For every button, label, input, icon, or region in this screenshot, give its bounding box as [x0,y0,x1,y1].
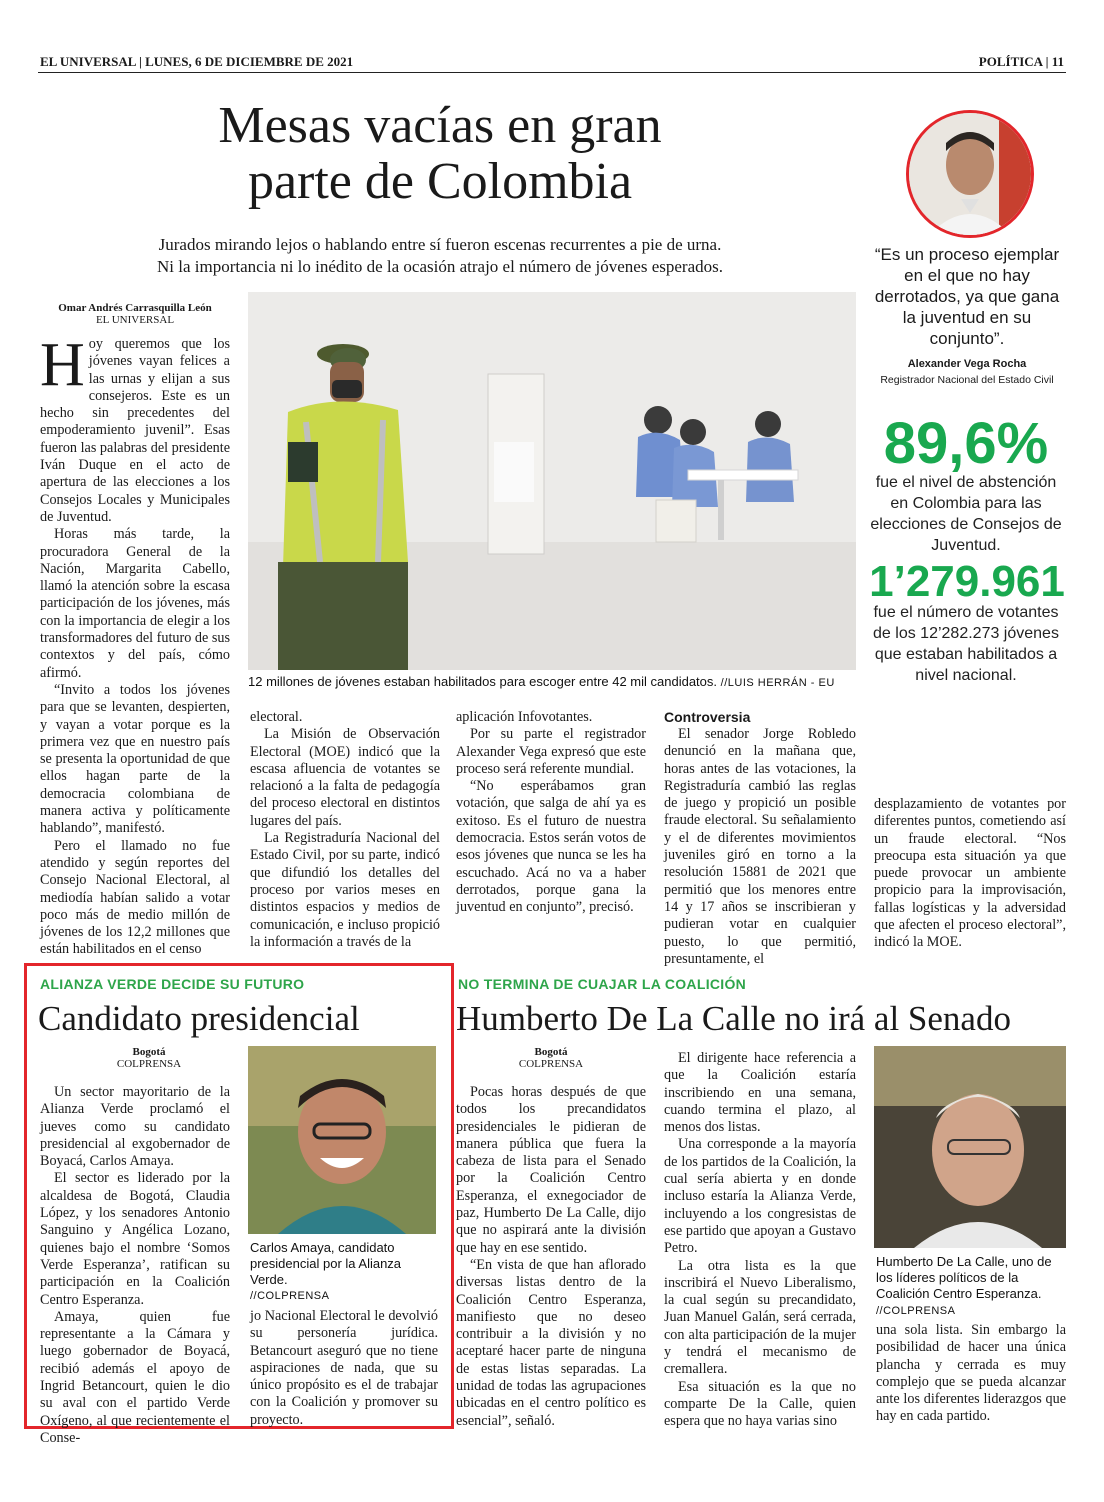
lead-col3-paragraph: aplicación Infovotantes. [456,709,593,725]
registrar-photo [909,113,1031,235]
story3-col2-paragraph: El dirigente hace referencia a que la Coalición estaría inscribiendo en una semana, cuando termina el plazo, al menos dos listas. [664,1050,856,1136]
sidebar-quote-role: Registrador Nacional del Estado Civil [880,374,1054,386]
story3-col1-paragraph: Pocas horas después de que todos los precandidatos presidenciales le pidieran de manera pública que fuera la cabeza de lista para el Senado por la Coalición Centro Esperanza, el exnegociador de paz, Humberto De La Calle, dijo que no aspirará ante la división que hay en ese sentido. [456,1084,646,1256]
story2-col1-paragraph: Amaya, quien fue representante a la Cámara y luego gobernador de Boyacá, recibió además el apoyo de Ingrid Betancourt, quien le dio su aval con el partido Verde Oxígeno, al que recientemente el Conse- [40,1308,230,1446]
lead-col2-paragraph: La Registraduría Nacional del Estado Civil, por su parte, indicó que difundió los detalles del proceso por varios meses en distintos espacios y medios de comunicación, e incluso propició la información a través de la [250,830,440,950]
lead-outlet: EL UNIVERSAL [95,314,175,326]
amaya-photo-caption [250,1240,436,1304]
lead-photo [248,292,856,670]
lead-column-1 [40,331,230,959]
story2-agency: COLPRENSA [116,1058,182,1070]
lead-column-5 [874,796,1066,952]
amaya-caption-text: Carlos Amaya, candidato presidencial por la Alianza Verde. [250,1240,402,1287]
lead-col2-paragraph: electoral. [250,709,303,725]
lead-photo-caption [248,674,856,691]
lead-col2-paragraph: La Misión de Observación Electoral (MOE) indicó que la escasa afluencia de votantes se relacionó a la falta de pedagogía del proceso electoral en distintos lugares del país. [250,726,440,829]
delacalle-caption-text: Humberto De La Calle, uno de los líderes políticos de la Coalición Centro Esperanza. [876,1254,1052,1301]
story3-col1-paragraph: “En vista de que han aflorado diversas listas dentro de la Coalición Centro Esperanza, manifiesto que no deseo contribuir a la división y no aceptaré hacer parte de ninguna de estas listas separadas. La unidad de todas las agrupaciones ubicadas en el centro político es esencial”, señaló. [456,1256,646,1429]
amaya-caption-credit: //COLPRENSA [250,1290,330,1302]
lead-col5-paragraph: desplazamiento de votantes por diferentes puntos, cometiendo así un fraude electoral. “Nos preocupa esta situación ya que puede provocar un ambiente propicio para la improvisación, fallas logísticas y la adversidad que afecten el proceso electoral”, indicó la MOE. [874,796,1066,951]
registrar-portrait [906,110,1034,238]
lead-col4-paragraph: El senador Jorge Robledo denunció en la mañana que, horas antes de las votaciones, la Registraduría cambió las reglas de juego y propició un posible fraude electoral. Su señalamiento y el de diferentes movimientos juveniles giró en torno a la resolución 15881 de 2021 que permitió que los menores entre 14 y 17 años se inscribieran y pudieran votar en cualquier puesto, lo que permitió, presuntamente, el [664,726,856,967]
lead-column-3 [456,709,646,917]
story3-column-1 [456,1084,646,1430]
story2-place: Bogotá [132,1046,166,1058]
lead-byline [40,302,230,326]
lead-col1-paragraph: oy queremos que los jóvenes vayan felices a las urnas y elijan a sus consejeros. Este es un hecho sin precedentes del empoderamiento juvenil”. Esas fueron las palabras del presidente Iván Duque en el acto de apertura de las elecciones a los Consejos Locales y Municipales de Juventud. [40,336,230,525]
sidebar-quote-name: Alexander Vega Rocha [907,358,1027,370]
story3-kicker: NO TERMINA DE CUAJAR LA COALICIÓN [458,976,747,992]
lead-column-2 [250,709,440,951]
story3-col2-paragraph: La otra lista es la que inscribirá el Nuevo Liberalismo, la cual según su precandidato, Juan Manuel Galán, será cerrada, con alta participación de la mujer y tendrá el mecanismo de cremallera. [664,1257,856,1378]
story2-title: Candidato presidencial [38,999,360,1038]
lead-caption-credit: //LUIS HERRÁN - EU [720,677,835,689]
story3-title: Humberto De La Calle no irá al Senado [456,999,1011,1038]
story3-place: Bogotá [534,1046,568,1058]
lead-subtitle [40,234,840,278]
stat-voters-number: 1’279.961 [869,557,1065,606]
story3-col3-paragraph: una sola lista. Sin embargo la posibilidad de hacer una única plancha y cerrada es muy complejo que se pueda alcanzar ante los diferentes liderazgos que hay en cada partido. [876,1322,1066,1425]
sidebar-quote: “Es un proceso ejemplar en el que no hay derrotados, ya que gana la juventud en su conjunto”. [874,245,1060,348]
page-header-right: POLÍTICA | 11 [978,54,1064,69]
header-rule [38,72,1066,73]
stat-abstention-number: 89,6% [883,411,1049,476]
story2-col2-paragraph: jo Nacional Electoral le devolvió su personería jurídica. Betancourt aseguró que no tiene aspiraciones de nada, que su único propósito es el de trabajar con la Coalición y promover su proyecto. [250,1308,438,1428]
controversia-heading: Controversia [664,709,751,725]
stat-abstention-text: fue el nivel de abstención en Colombia para las elecciones de Consejos de Juventud. [870,474,1062,554]
lead-title-line2: parte de Colombia [247,153,633,210]
lead-col3-paragraph: Por su parte el registrador Alexander Vega expresó que este proceso será referente mundial. [456,726,646,777]
lead-title-line1: Mesas vacías en gran [218,97,662,154]
story3-agency: COLPRENSA [518,1058,584,1070]
story2-kicker: ALIANZA VERDE DECIDE SU FUTURO [40,976,305,992]
lead-author: Omar Andrés Carrasquilla León [58,302,212,314]
dropcap: H [40,331,85,399]
lead-col1-paragraph: Horas más tarde, la procuradora General de la Nación, Margarita Cabello, llamó la atención sobre la escasa participación de los jóvenes, más con la importancia de elegir a los transformadores del futuro de sus contextos y del país, cómo afirmó. [40,526,230,681]
lead-subtitle-line2: Ni la importancia ni lo inédito de la ocasión atrajo el número de jóvenes esperados. [156,257,723,276]
story2-byline [54,1046,244,1070]
story3-byline [456,1046,646,1070]
lead-title [150,98,730,210]
delacalle-photo-image [874,1046,1066,1248]
story3-column-3 [876,1322,1066,1426]
story2-col1-paragraph: El sector es liderado por la alcaldesa de Bogotá, Claudia López, y los senadores Antonio Sanguino y Angélica Lozano, quienes bajo el nombre ‘Somos Verde Esperanza’, ratifican su participación en la Coalición Centro Esperanza. [40,1170,230,1308]
story3-col2-paragraph: Una corresponde a la mayoría de los partidos de la Coalición, la cual sería abierta y en donde incluso estaría la Alianza Verde, incluyendo a los congresistas de ese partido que apoyan a Gustavo Petro. [664,1136,856,1257]
lead-col3-paragraph: “No esperábamos gran votación, que salga de ahí ya es exitoso. Es el futuro de nuestra democracia. Estos serán votos de esos jóvenes que nunca se les ha escuchado. Acá no va a haber derrotados, porque gana la juventud en conjunto”, precisó. [456,778,646,916]
delacalle-caption-credit: //COLPRENSA [876,1305,956,1317]
amaya-photo-image [248,1046,436,1234]
stat-voters-text: fue el número de votantes de los 12’282.273 jóvenes que estaban habilitados a nivel nacional. [873,604,1059,684]
story3-column-2 [664,1050,856,1431]
lead-col1-paragraph: “Invito a todos los jóvenes para que se levanten, despierten, y vayan a votar porque es la primera vez que en nuestro país se presenta la oportunidad de que ellos hagan parte de la democracia colombiana de manera activa y políticamente hablando”, manifestó. [40,681,230,837]
lead-caption-text: 12 millones de jóvenes estaban habilitados para escoger entre 42 mil candidatos. [248,674,718,689]
polling-station-photo [248,292,856,670]
story2-col1-paragraph: Un sector mayoritario de la Alianza Verde proclamó el jueves como su candidato presidencial al exgobernador de Boyacá, Carlos Amaya. [40,1084,230,1170]
story2-column-1 [40,1084,230,1447]
story2-column-2 [250,1308,438,1429]
lead-subtitle-line1: Jurados mirando lejos o hablando entre sí fueron escenas recurrentes a pie de urna. [158,235,722,254]
lead-col1-paragraph: Pero el llamado no fue atendido y según reportes del Consejo Nacional Electoral, al mediodía habían salido a votar poco más de medio millón de jóvenes de los 12,2 millones que están habilitados en el censo [40,837,230,958]
delacalle-photo-caption [876,1254,1066,1319]
delacalle-photo [874,1046,1066,1248]
lead-column-4 [664,709,856,968]
amaya-photo [248,1046,436,1234]
page-header-left: EL UNIVERSAL | LUNES, 6 DE DICIEMBRE DE 2021 [40,54,354,69]
story3-col2-paragraph: Esa situación es la que no comparte De la Calle, quien espera que no haya varias sino [664,1378,856,1430]
